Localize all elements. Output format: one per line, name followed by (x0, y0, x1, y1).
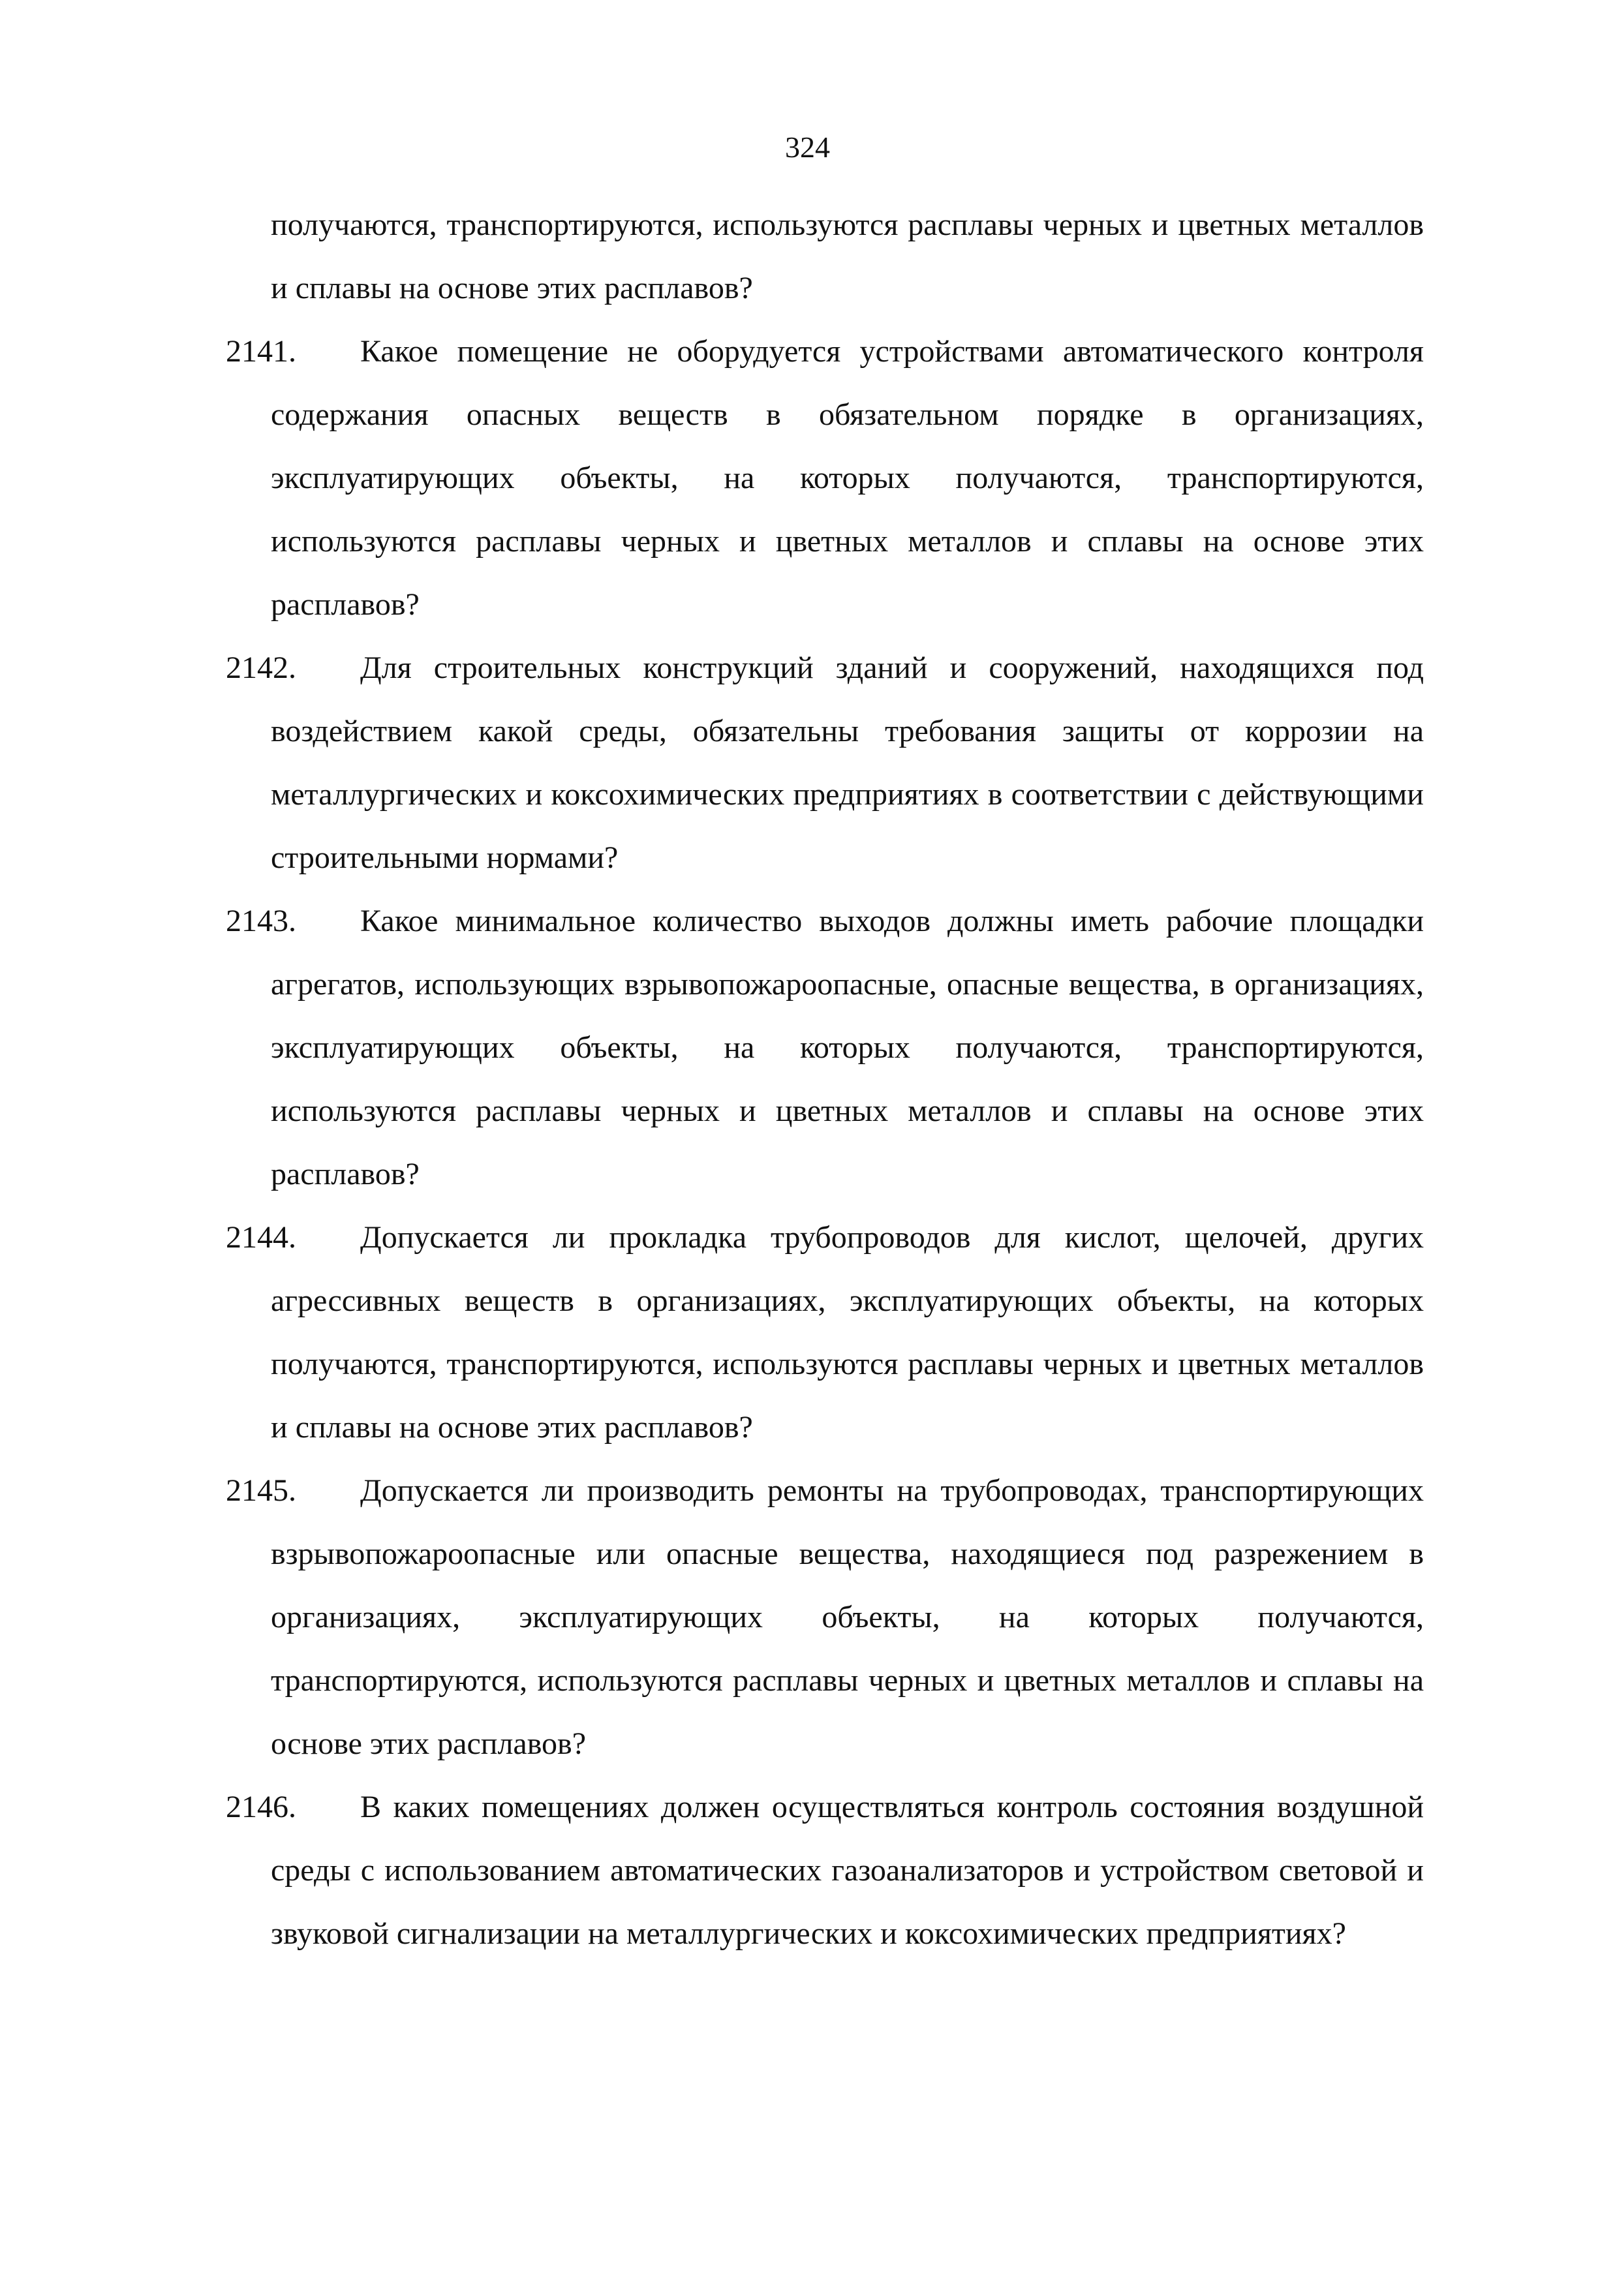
page-number: 324 (785, 130, 830, 164)
question-text: Допускается ли прокладка трубопроводов для кислот, щелочей, других агрессивных веществ в организациях, эксплуатирующих объекты, на которых получаются, транспортируются, используются расплавы черных и цветных металлов и сплавы на основе этих расплавов? (271, 1220, 1424, 1445)
continuation-paragraph: получаются, транспортируются, используются расплавы черных и цветных металлов и сплавы на основе этих расплавов? (271, 207, 1424, 305)
question-number: 2144. (226, 1220, 296, 1255)
question-text: Какое минимальное количество выходов должны иметь рабочие площадки агрегатов, использующих взрывопожароопасные, опасные вещества, в организациях, эксплуатирующих объекты, на которых получаются, транспортируются, используются расплавы черных и цветных металлов и сплавы на основе этих расплавов? (271, 904, 1424, 1191)
question-item (226, 320, 1424, 636)
question-text: Для строительных конструкций зданий и сооружений, находящихся под воздействием какой среды, обязательны требования защиты от коррозии на металлургических и коксохимических предприятиях в соответствии с действующими строительными нормами? (271, 651, 1424, 875)
question-number: 2141. (226, 334, 296, 369)
question-item (226, 636, 1424, 889)
question-number: 2146. (226, 1790, 296, 1824)
question-item (226, 1775, 1424, 1965)
question-item (226, 1206, 1424, 1459)
question-text: Допускается ли производить ремонты на трубопроводах, транспортирующих взрывопожароопасные или опасные вещества, находящиеся под разрежением в организациях, эксплуатирующих объекты, на которых получаются, транспортируются, используются расплавы черных и цветных металлов и сплавы на основе этих расплавов? (271, 1473, 1424, 1761)
question-text: Какое помещение не оборудуется устройствами автоматического контроля содержания опасных веществ в обязательном порядке в организациях, эксплуатирующих объекты, на которых получаются, транспортируются, используются расплавы черных и цветных металлов и сплавы на основе этих расплавов? (271, 334, 1424, 622)
question-number: 2145. (226, 1473, 296, 1508)
question-number: 2142. (226, 651, 296, 685)
question-item (226, 889, 1424, 1206)
question-item (226, 1459, 1424, 1775)
question-list (226, 193, 1424, 1965)
question-number: 2143. (226, 904, 296, 938)
question-text: В каких помещениях должен осуществляться контроль состояния воздушной среды с использованием автоматических газоанализаторов и устройством световой и звуковой сигнализации на металлургических и коксохимических предприятиях? (271, 1790, 1424, 1951)
